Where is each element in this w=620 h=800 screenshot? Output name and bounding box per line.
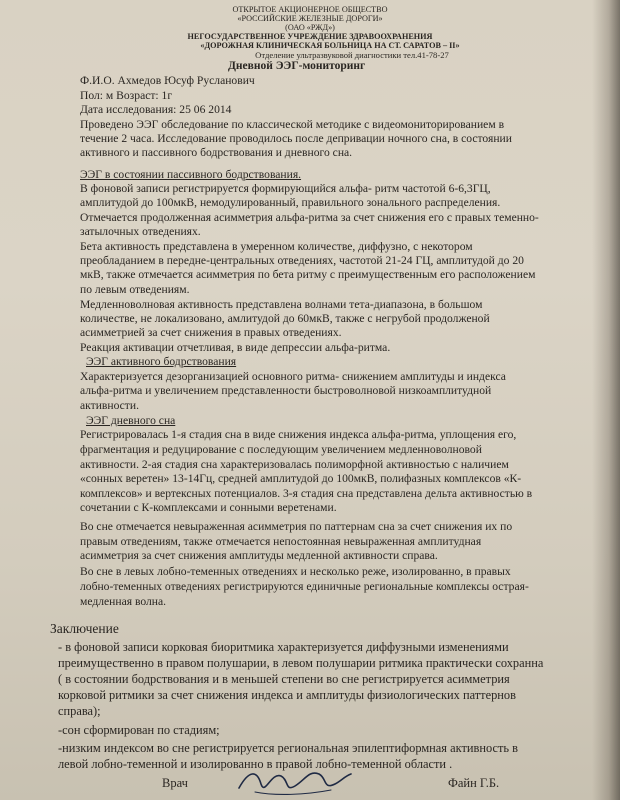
conclusion-line: ( в состоянии бодрствования и в меньшей степени во сне регистрируется асимметрия: [58, 672, 510, 686]
sleep-line: «сонных веретен» 13-14Гц, средней амплитудой до 100мкВ, полифазных комплексов «К-: [80, 472, 522, 485]
sleep-line: медленная волна.: [80, 595, 167, 608]
sleep-line: фрагментация и редуцирование с последующим увеличением медленноволновой: [80, 443, 482, 456]
passive-line: В фоновой записи регистрируется формирующийся альфа- ритм частотой 6-6,3ГЦ,: [80, 182, 491, 195]
paper-edge-shadow: [592, 0, 620, 800]
intro-line: активного и пассивного бодрствования и дневного сна.: [80, 146, 353, 159]
sleep-line: Регистрировалась 1-я стадия сна в виде снижения индекса альфа-ритма, уплощения его,: [80, 428, 517, 441]
section-heading-passive: ЭЭГ в состоянии пассивного бодрствования.: [80, 168, 302, 181]
doctor-name: Файн Г.Б.: [448, 776, 500, 790]
org-line-1: ОТКРЫТОЕ АКЦИОНЕРНОЕ ОБЩЕСТВО: [232, 5, 388, 14]
active-line: Характеризуется дезорганизацией основного ритма- снижением амплитуды и индекса: [80, 370, 506, 383]
passive-line: амплитудой до 100мкВ, немодулированный, правильного зонального распределения.: [80, 196, 501, 209]
patient-sex-age: Пол: м Возраст: 1г: [80, 89, 173, 102]
active-line: альфа-ритма и увеличением представленности быстроволновой низкоамплитудной: [80, 384, 492, 397]
patient-name: Ф.И.О. Ахмедов Юсуф Русланович: [80, 74, 255, 87]
passive-line: мкВ, также отмечается асимметрия по бета ритму с преимущественным его расположением: [80, 268, 536, 281]
sleep-line: Во сне отмечается невыраженная асимметрия по паттернам сна за счет снижения их по: [80, 520, 513, 533]
passive-line: затылочных отведениях.: [80, 225, 201, 238]
passive-line: асимметрией за счет снижения в правых отведениях.: [80, 326, 342, 339]
conclusion-line: -низким индексом во сне регистрируется региональная эпилептиформная активность в: [58, 741, 519, 755]
handwritten-signature: [235, 762, 355, 800]
conclusion-heading: Заключение: [50, 621, 119, 636]
passive-line: Реакция активации отчетливая, в виде депрессии альфа-ритма.: [80, 341, 391, 354]
conclusion-line: левой лобно-теменной и изолированно в правой лобно-теменной области .: [58, 757, 453, 771]
intro-line: течение 2 часа. Исследование проводилось после депривации ночного сна, в состоянии: [80, 132, 512, 145]
sleep-line: активности. 2-ая стадия сна характеризовалась полиморфной активностью с наличием: [80, 458, 509, 471]
passive-line: преобладанием в передне-центральных отведениях, частотой 21-24 ГЦ, амплитудой до 20: [80, 254, 524, 267]
sleep-line: Во сне в левых лобно-теменных отведениях и несколько реже, изолированно, в правых: [80, 565, 511, 578]
section-heading-active: ЭЭГ активного бодрствования: [86, 355, 237, 368]
signature-stroke: [239, 773, 351, 788]
sleep-line: асимметрия за счет снижения амплитуды медленной активности справа.: [80, 549, 438, 562]
org-line-3: (ОАО «РЖД»): [285, 23, 335, 32]
sleep-line: правым отведениям, также отмечается непостоянная невыраженная амплитудная: [80, 535, 482, 548]
org-line-4: НЕГОСУДАРСТВЕННОЕ УЧРЕЖДЕНИЕ ЗДРАВООХРАНЕНИЯ: [187, 32, 433, 41]
sleep-line: сочетании с К-комплексами и сонными веретенами.: [80, 501, 337, 514]
active-line: активности.: [80, 399, 139, 412]
passive-line: количестве, не локализовано, амлитудой до 60мкВ, также с негрубой продолженой: [80, 312, 490, 325]
doctor-role-label: Врач: [162, 776, 188, 790]
passive-line: Медленноволновая активность представлена волнами тета-диапазона, в большом: [80, 298, 483, 311]
conclusion-line: -сон сформирован по стадиям;: [58, 723, 220, 737]
conclusion-line: - в фоновой записи корковая биоритмика характеризуется диффузными изменениями: [58, 640, 509, 654]
sleep-line: лобно-теменных отведениях регистрируются единичные региональные комплексы острая-: [80, 580, 529, 593]
conclusion-line: справа);: [58, 704, 101, 718]
org-line-2: «РОССИЙСКИЕ ЖЕЛЕЗНЫЕ ДОРОГИ»: [237, 14, 383, 23]
conclusion-line: преимущественно в правом полушарии, в левом полушарии ритмика практически сохранна: [58, 656, 544, 670]
passive-line: по левым отведениям.: [80, 283, 190, 296]
department-line: Отделение ультразвуковой диагностики тел.41-78-27: [255, 50, 449, 60]
page-title: Дневной ЭЭГ-мониторинг: [228, 60, 366, 72]
signature-underline-stroke: [255, 790, 331, 794]
passive-line: Отмечается продолженная асимметрия альфа-ритма за счет снижения его с правых теменно-: [80, 211, 539, 224]
study-date: Дата исследования: 25 06 2014: [80, 103, 232, 116]
org-line-5: «ДОРОЖНАЯ КЛИНИЧЕСКАЯ БОЛЬНИЦА НА СТ. САРАТОВ – II»: [200, 41, 460, 50]
passive-line: Бета активность представлена в умеренном количестве, диффузно, с некотором: [80, 240, 473, 253]
section-heading-sleep: ЭЭГ дневного сна: [86, 414, 176, 427]
sleep-line: комплексов» и вертексных потенциалов. 3-я стадия сна представлена дельта активностью в: [80, 487, 533, 500]
conclusion-line: корковой ритмики за счет снижения индекса и амплитуды физиологических паттернов: [58, 688, 516, 702]
intro-line: Проведено ЭЭГ обследование по классической методике с видеомониторированием в: [80, 118, 505, 131]
